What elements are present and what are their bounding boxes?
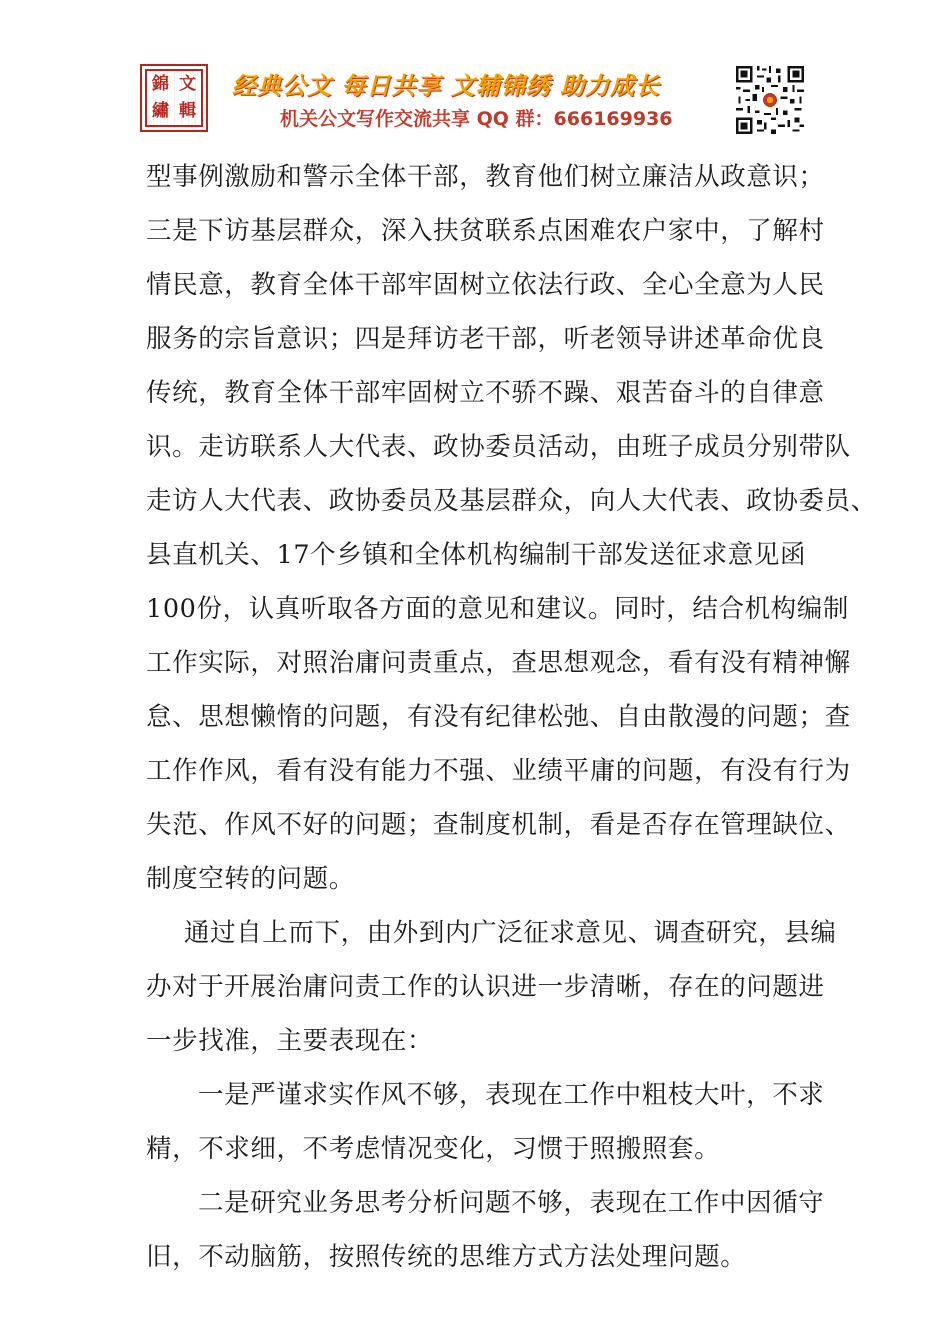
paragraph-start-line: 一是严谨求实作风不够，表现在工作中粗枝大叶，不求 <box>198 1080 825 1110</box>
text-line: 工作作风，看有没有能力不强、业绩平庸的问题，有没有行为 <box>146 756 851 786</box>
text-line: 走访人大代表、政协委员及基层群众，向人大代表、政协委员、 <box>146 486 877 516</box>
qr-code-icon <box>736 66 804 134</box>
text-line: 旧，不动脑筋，按照传统的思维方式方法处理问题。 <box>146 1242 747 1272</box>
text-line: 制度空转的问题。 <box>146 864 355 894</box>
text-line: 服务的宗旨意识；四是拜访老干部，听老领导讲述革命优良 <box>146 324 825 354</box>
text-line: 办对于开展治庸问责工作的认识进一步清晰，存在的问题进 <box>146 972 825 1002</box>
text-line: 县直机关、17个乡镇和全体机构编制干部发送征求意见函 <box>146 540 807 570</box>
text-line: 怠、思想懒惰的问题，有没有纪律松弛、自由散漫的问题；查 <box>146 702 851 732</box>
paragraph-start-line: 二是研究业务思考分析问题不够，表现在工作中因循守 <box>198 1188 825 1218</box>
header-slogan: 经典公文 每日共享 文辅锦绣 助力成长 <box>232 72 661 100</box>
header-banner <box>140 58 812 138</box>
logo-char: 輯 <box>179 101 196 121</box>
text-line: 识。走访联系人大代表、政协委员活动，由班子成员分别带队 <box>146 432 851 462</box>
logo-char: 繡 <box>152 101 169 121</box>
document-body <box>146 150 877 1284</box>
text-line: 精，不求细，不考虑情况变化，习惯于照搬照套。 <box>146 1134 721 1164</box>
text-line: 情民意，教育全体干部牢固树立依法行政、全心全意为人民 <box>146 270 825 300</box>
text-line: 工作实际，对照治庸问责重点，查思想观念，看有没有精神懈 <box>146 648 851 678</box>
logo-char: 文 <box>179 74 196 94</box>
text-line: 三是下访基层群众，深入扶贫联系点困难农户家中，了解村 <box>146 216 825 246</box>
text-line: 失范、作风不好的问题；查制度机制，看是否存在管理缺位、 <box>146 810 851 840</box>
header-qq-group: 机关公文写作交流共享 QQ 群：666169936 <box>280 108 673 130</box>
text-line: 100份，认真听取各方面的意见和建议。同时，结合机构编制 <box>146 594 849 624</box>
text-line: 传统，教育全体干部牢固树立不骄不躁、艰苦奋斗的自律意 <box>146 378 825 408</box>
text-line: 型事例激励和警示全体干部，教育他们树立廉洁从政意识； <box>146 162 825 192</box>
paragraph-start-line: 通过自上而下，由外到内广泛征求意见、调查研究，县编 <box>184 918 837 948</box>
logo-char: 錦 <box>152 74 169 94</box>
text-line: 一步找准，主要表现在： <box>146 1026 434 1056</box>
brand-seal-logo <box>140 64 208 132</box>
